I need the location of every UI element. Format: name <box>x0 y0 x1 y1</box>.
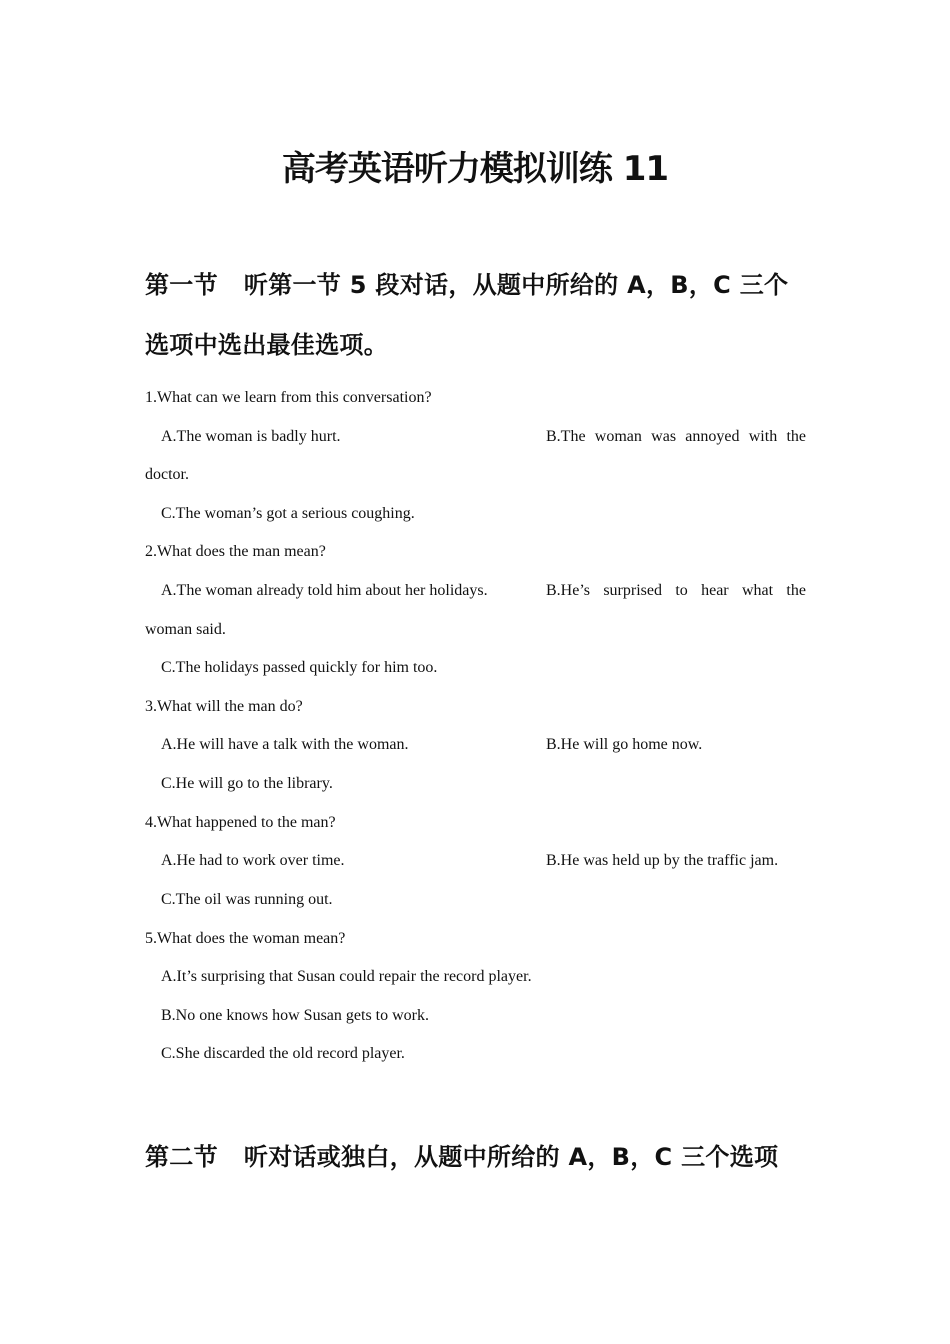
option-b-word: surprised <box>603 582 662 599</box>
option-b-word: the <box>786 582 806 599</box>
option-b-word: the <box>786 428 806 445</box>
question-5-option-b: B.No one knows how Susan gets to work. <box>161 1007 429 1024</box>
question-1-option-a: A.The woman is badly hurt. <box>161 428 341 445</box>
question-2-stem: 2.What does the man mean? <box>145 543 326 560</box>
section-1-label: 第一节 <box>145 271 218 299</box>
question-3-option-c: C.He will go to the library. <box>161 775 333 792</box>
section-2-instruction: 听对话或独白，从题中所给的 A，B，C 三个选项 <box>243 1143 779 1171</box>
question-4-option-b: B.He was held up by the traffic jam. <box>546 852 779 869</box>
question-5-option-c: C.She discarded the old record player. <box>161 1045 405 1062</box>
question-1-option-c: C.The woman’s got a serious coughing. <box>161 505 415 522</box>
option-b-word: B.He’s <box>546 582 590 599</box>
question-2-option-b-wrap: woman said. <box>145 621 226 638</box>
question-1-option-b <box>546 426 806 448</box>
question-1-stem: 1.What can we learn from this conversation? <box>145 389 432 406</box>
section-2-label: 第二节 <box>145 1143 218 1171</box>
question-3-option-a: A.He will have a talk with the woman. <box>161 736 409 753</box>
page-title: 高考英语听力模拟训练 11 <box>281 149 669 189</box>
option-b-word: was <box>651 428 677 445</box>
option-b-word: hear <box>701 582 729 599</box>
question-3-option-b: B.He will go home now. <box>546 736 703 753</box>
option-b-word: annoyed <box>685 428 740 445</box>
option-b-word: B.The <box>546 428 586 445</box>
question-2-option-c: C.The holidays passed quickly for him too. <box>161 659 438 676</box>
option-b-word: what <box>741 582 774 599</box>
question-2-option-a: A.The woman already told him about her holidays. <box>161 582 488 599</box>
question-1-option-b-wrap: doctor. <box>145 466 189 483</box>
question-4-option-a: A.He had to work over time. <box>161 852 345 869</box>
question-4-option-c: C.The oil was running out. <box>161 891 333 908</box>
question-4-stem: 4.What happened to the man? <box>145 814 336 831</box>
question-5-stem: 5.What does the woman mean? <box>145 930 346 947</box>
question-5-option-a: A.It’s surprising that Susan could repair the record player. <box>161 968 532 985</box>
question-2-option-b <box>546 580 806 602</box>
question-3-stem: 3.What will the man do? <box>145 698 303 715</box>
section-1-heading <box>145 256 807 314</box>
section-1-instruction: 听第一节 5 段对话，从题中所给的 A，B，C 三个 <box>243 271 789 299</box>
section-1-heading-cont: 选项中选出最佳选项。 <box>145 331 388 359</box>
option-b-word: woman <box>594 428 642 445</box>
option-b-word: to <box>675 582 688 599</box>
option-b-word: with <box>748 428 778 445</box>
section-2-heading <box>145 1128 807 1186</box>
